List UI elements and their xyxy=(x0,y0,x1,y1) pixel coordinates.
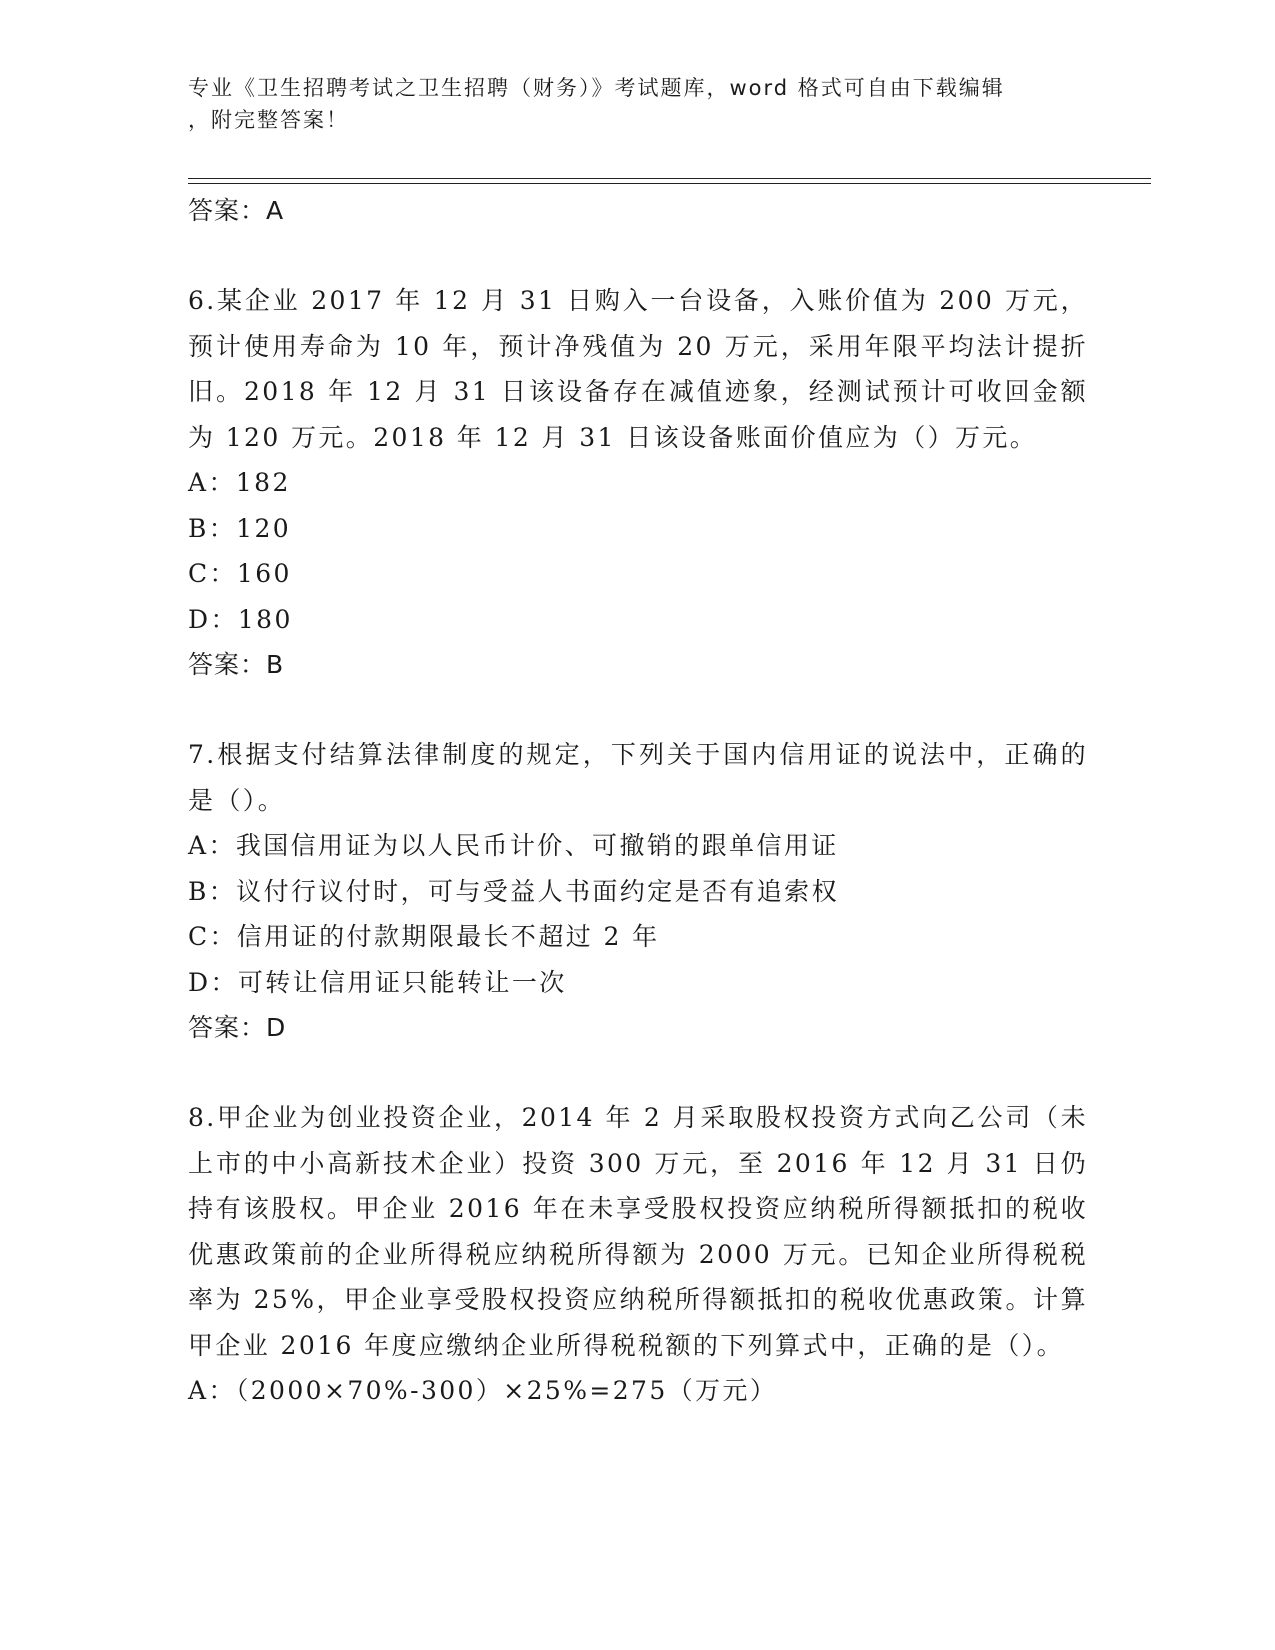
option-a: A：我国信用证为以人民币计价、可撤销的跟单信用证 xyxy=(188,831,839,860)
option-a: A：（2000×70%-300）×25%=275（万元） xyxy=(188,1376,778,1405)
answer-previous: 答案：A xyxy=(188,196,285,225)
spacer xyxy=(188,1051,1088,1095)
option-b: B：120 xyxy=(188,513,292,543)
answer: 答案：B xyxy=(188,650,285,679)
question-8 xyxy=(188,1095,1088,1414)
page-header xyxy=(188,72,1068,136)
question-text: 6.某企业 2017 年 12 月 31 日购入一台设备，入账价值为 200 万元，预计使用寿命为 10 年，预计净残值为 20 万元，采用年限平均法计提折旧。2018 年 12 月 31 日该设备存在减值迹象，经测试预计可收回金额为 120 万元。2018 年 12 月 31 日该设备账面价值应为（）万元。 xyxy=(188,286,1088,452)
header-line-1: 专业《卫生招聘考试之卫生招聘（财务）》考试题库，word 格式可自由下载编辑 xyxy=(188,76,1005,100)
header-rule-bottom xyxy=(188,183,1151,184)
question-text: 8.甲企业为创业投资企业，2014 年 2 月采取股权投资方式向乙公司（未上市的中小高新技术企业）投资 300 万元，至 2016 年 12 月 31 日仍持有该股权。甲企业 2016 年在未享受股权投资应纳税所得额抵扣的税收优惠政策前的企业所得税应纳税所得额为 2000 万元。已知企业所得税税率为 25%，甲企业享受股权投资应纳税所得额抵扣的税收优惠政策。计算甲企业 2016 年度应缴纳企业所得税税额的下列算式中，正确的是（）。 xyxy=(188,1103,1088,1360)
spacer xyxy=(188,234,1088,278)
header-rule-top xyxy=(188,178,1151,179)
header-line-2: ，附完整答案！ xyxy=(188,108,349,132)
option-b: B：议付行议付时，可与受益人书面约定是否有追索权 xyxy=(188,876,839,906)
question-7 xyxy=(188,732,1088,1051)
option-d: D：180 xyxy=(188,604,293,634)
option-a: A：182 xyxy=(188,468,291,497)
question-6 xyxy=(188,278,1088,688)
question-text: 7.根据支付结算法律制度的规定，下列关于国内信用证的说法中，正确的是（）。 xyxy=(188,740,1088,815)
option-d: D：可转让信用证只能转让一次 xyxy=(188,967,567,997)
spacer xyxy=(188,688,1088,732)
option-c: C：信用证的付款期限最长不超过 2 年 xyxy=(188,922,660,951)
document-body xyxy=(188,188,1088,1414)
option-c: C：160 xyxy=(188,559,292,588)
answer: 答案：D xyxy=(188,1013,287,1042)
